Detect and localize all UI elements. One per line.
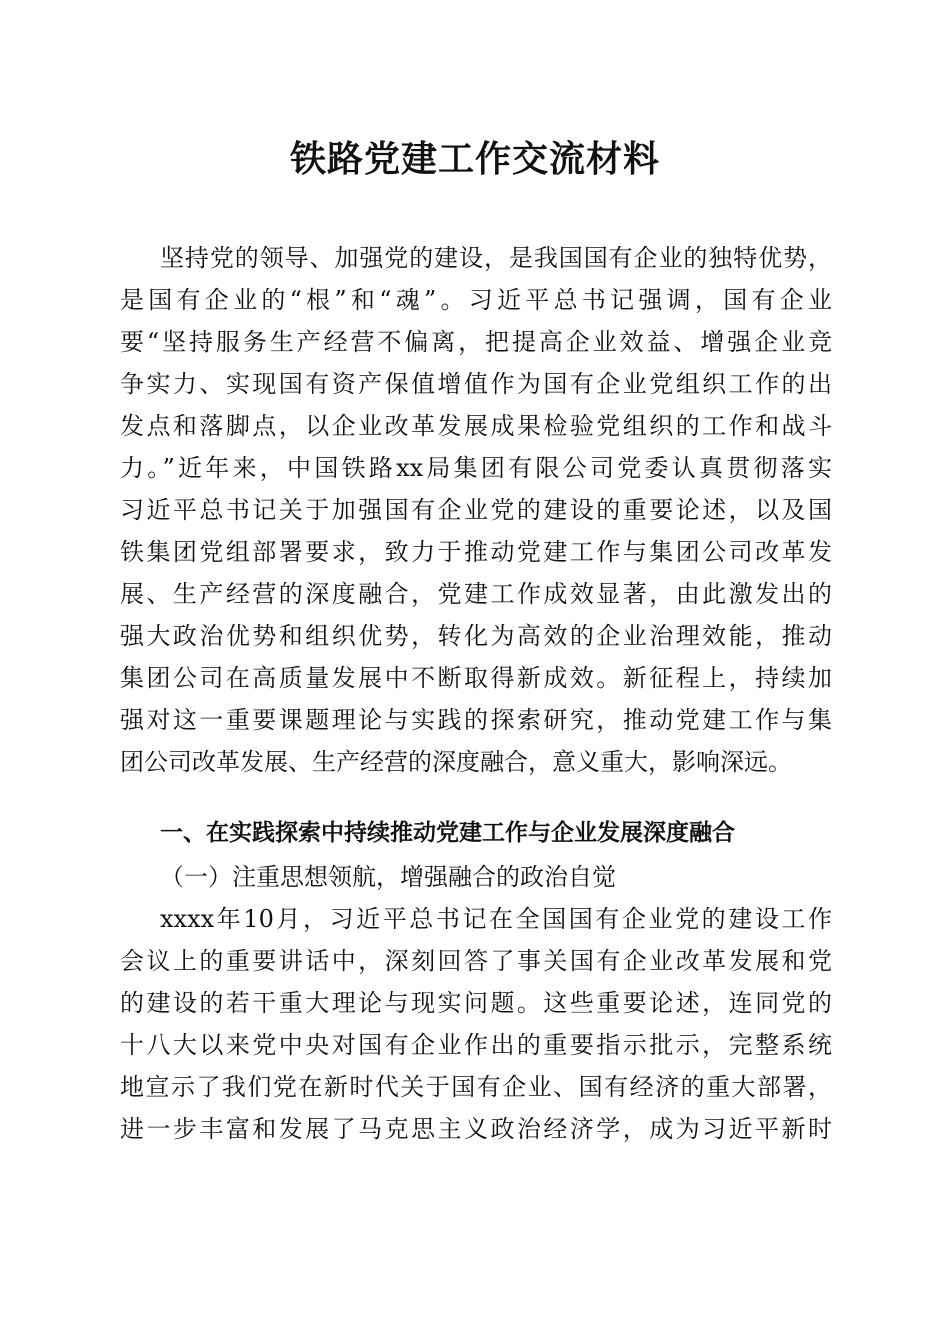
paragraph-line: 团公司改革发展、生产经营的深度融合，意义重大，影响深远。 bbox=[120, 748, 792, 776]
intro-paragraph bbox=[120, 237, 832, 783]
subsection-heading: （一）注重思想领航，增强融合的政治自觉 bbox=[160, 863, 616, 891]
paragraph-line: 是国有企业的“根”和“魂”。习近平总书记强调，国有企业 bbox=[120, 286, 832, 314]
paragraph-line: 强对这一重要课题理论与实践的探索研究，推动党建工作与集 bbox=[120, 706, 832, 734]
paragraph-line: 进一步丰富和发展了马克思主义政治经济学，成为习近平新时 bbox=[120, 1115, 832, 1143]
paragraph-line: 要“坚持服务生产经营不偏离，把提高企业效益、增强企业竞 bbox=[120, 328, 832, 356]
paragraph-line: 的建设的若干重大理论与现实问题。这些重要论述，连同党的 bbox=[120, 989, 832, 1017]
paragraph-line: 争实力、实现国有资产保值增值作为国有企业党组织工作的出 bbox=[120, 370, 832, 398]
paragraph-line: 习近平总书记关于加强国有企业党的建设的重要论述，以及国 bbox=[120, 496, 832, 524]
paragraph-line: 十八大以来党中央对国有企业作出的重要指示批示，完整系统 bbox=[120, 1031, 832, 1059]
document-title: 铁路党建工作交流材料 bbox=[289, 138, 660, 180]
paragraph-line: xxxx年10月，习近平总书记在全国国有企业党的建设工作 bbox=[160, 905, 832, 933]
paragraph-line: 集团公司在高质量发展中不断取得新成效。新征程上，持续加 bbox=[120, 664, 832, 692]
paragraph-line: 铁集团党组部署要求，致力于推动党建工作与集团公司改革发 bbox=[120, 538, 832, 566]
paragraph-line: 展、生产经营的深度融合，党建工作成效显著，由此激发出的 bbox=[120, 580, 832, 608]
paragraph-line: 力。”近年来，中国铁路xx局集团有限公司党委认真贯彻落实 bbox=[120, 454, 832, 482]
paragraph-line: 会议上的重要讲话中，深刻回答了事关国有企业改革发展和党 bbox=[120, 947, 832, 975]
section-heading: 一、在实践探索中持续推动党建工作与企业发展深度融合 bbox=[160, 820, 735, 846]
section-paragraph bbox=[120, 898, 832, 1150]
paragraph-line: 强大政治优势和组织优势，转化为高效的企业治理效能，推动 bbox=[120, 622, 832, 650]
paragraph-line: 坚持党的领导、加强党的建设，是我国国有企业的独特优势， bbox=[160, 244, 832, 272]
paragraph-line: 发点和落脚点，以企业改革发展成果检验党组织的工作和战斗 bbox=[120, 412, 832, 440]
paragraph-line: 地宣示了我们党在新时代关于国有企业、国有经济的重大部署， bbox=[120, 1073, 832, 1101]
